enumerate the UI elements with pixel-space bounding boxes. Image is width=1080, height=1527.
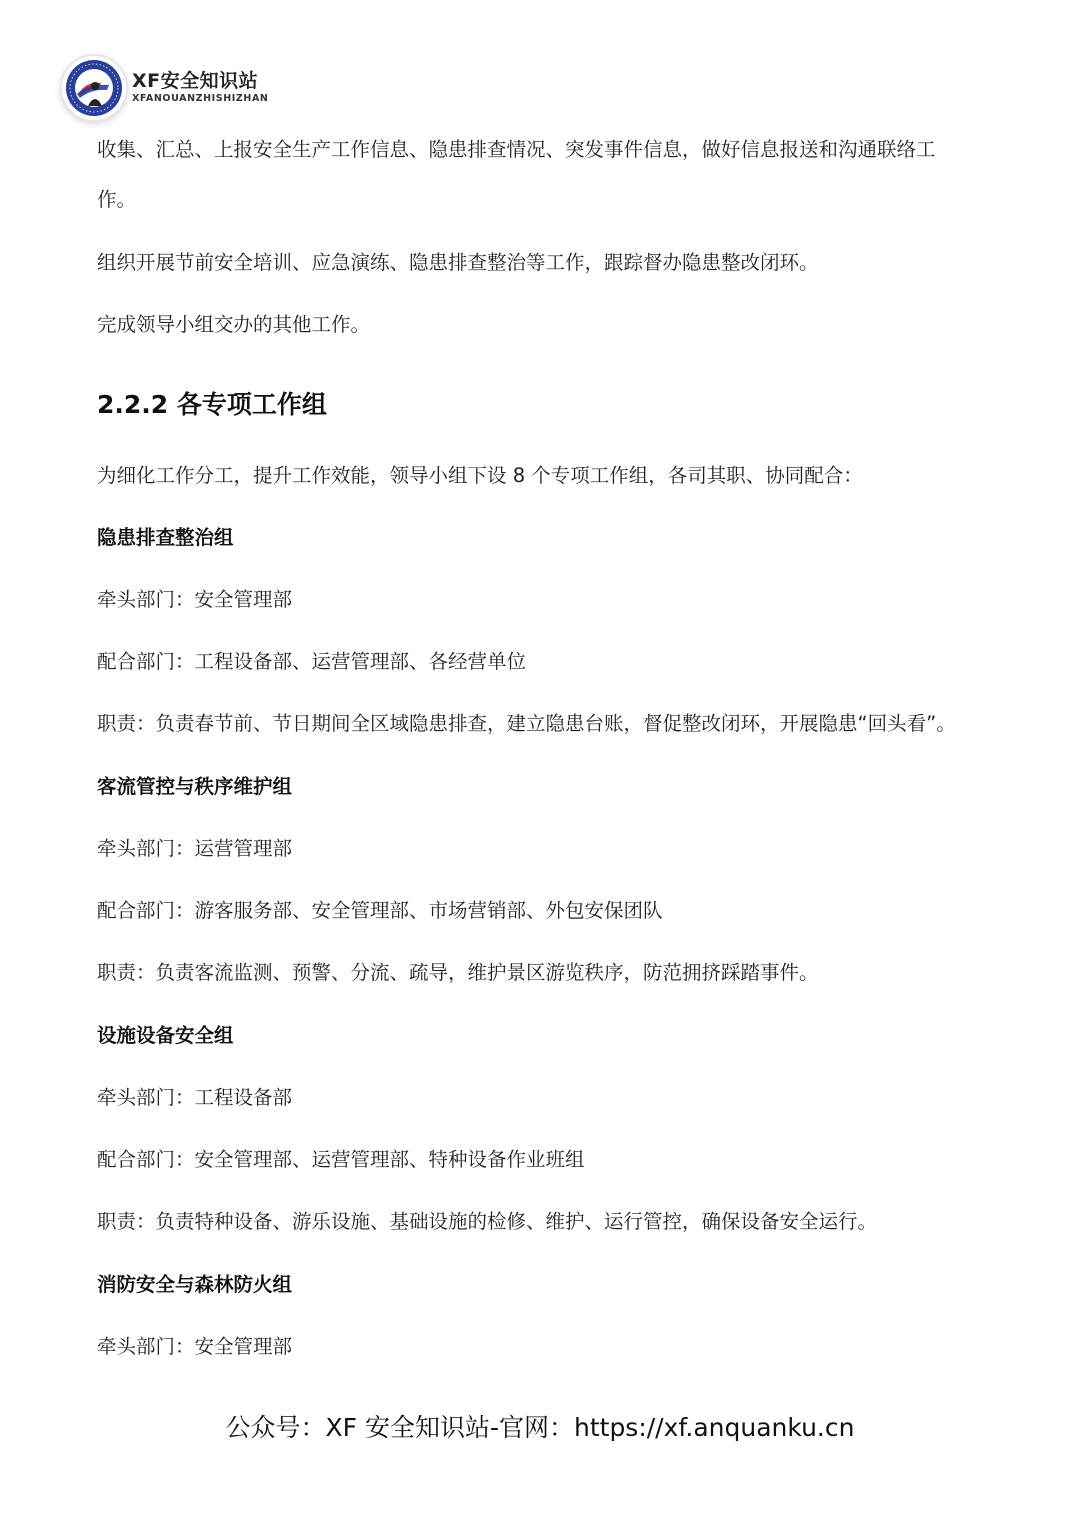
- group-duty-hazard: 职责：负责春节前、节日期间全区域隐患排查，建立隐患台账，督促整改闭环，开展隐患“回头看”。: [97, 712, 956, 735]
- header-logo: [62, 56, 268, 120]
- paragraph-1-line-2: 作。: [97, 188, 137, 211]
- group-cooperate-facility: 配合部门：安全管理部、运营管理部、特种设备作业班组: [97, 1148, 585, 1171]
- group-lead-fire: 牵头部门：安全管理部: [97, 1335, 293, 1358]
- group-duty-crowd: 职责：负责客流监测、预警、分流、疏导，维护景区游览秩序，防范拥挤踩踏事件。: [97, 961, 819, 984]
- group-duty-facility: 职责：负责特种设备、游乐设施、基础设施的检修、维护、运行管控，确保设备安全运行。: [97, 1210, 878, 1233]
- group-title-fire: 消防安全与森林防火组: [97, 1273, 293, 1296]
- logo-title: XF安全知识站: [132, 70, 259, 93]
- footer-text: 公众号：XF 安全知识站-官网：https://xf.anquanku.cn: [225, 1413, 855, 1442]
- group-lead-facility: 牵头部门：工程设备部: [97, 1086, 293, 1109]
- group-cooperate-hazard: 配合部门：工程设备部、运营管理部、各经营单位: [97, 650, 527, 673]
- paragraph-3: 完成领导小组交办的其他工作。: [97, 313, 371, 336]
- logo-text: [132, 72, 268, 104]
- paragraph-2: 组织开展节前安全培训、应急演练、隐患排查整治等工作，跟踪督办隐患整改闭环。: [97, 251, 819, 274]
- group-cooperate-crowd: 配合部门：游客服务部、安全管理部、市场营销部、外包安保团队: [97, 899, 663, 922]
- logo-badge-icon: [62, 56, 126, 120]
- group-title-hazard: 隐患排查整治组: [97, 526, 234, 549]
- group-title-crowd: 客流管控与秩序维护组: [97, 775, 293, 798]
- section-heading: 2.2.2 各专项工作组: [97, 390, 327, 419]
- logo-subtitle: XFANOUANZHISHIZHAN: [132, 93, 269, 105]
- group-lead-hazard: 牵头部门：安全管理部: [97, 588, 293, 611]
- group-lead-crowd: 牵头部门：运营管理部: [97, 837, 293, 860]
- group-title-facility: 设施设备安全组: [97, 1024, 234, 1047]
- paragraph-1-line-1: 收集、汇总、上报安全生产工作信息、隐患排查情况、突发事件信息，做好信息报送和沟通联络工: [97, 138, 936, 161]
- intro-paragraph: 为细化工作分工，提升工作效能，领导小组下设 8 个专项工作组，各司其职、协同配合：: [97, 464, 863, 487]
